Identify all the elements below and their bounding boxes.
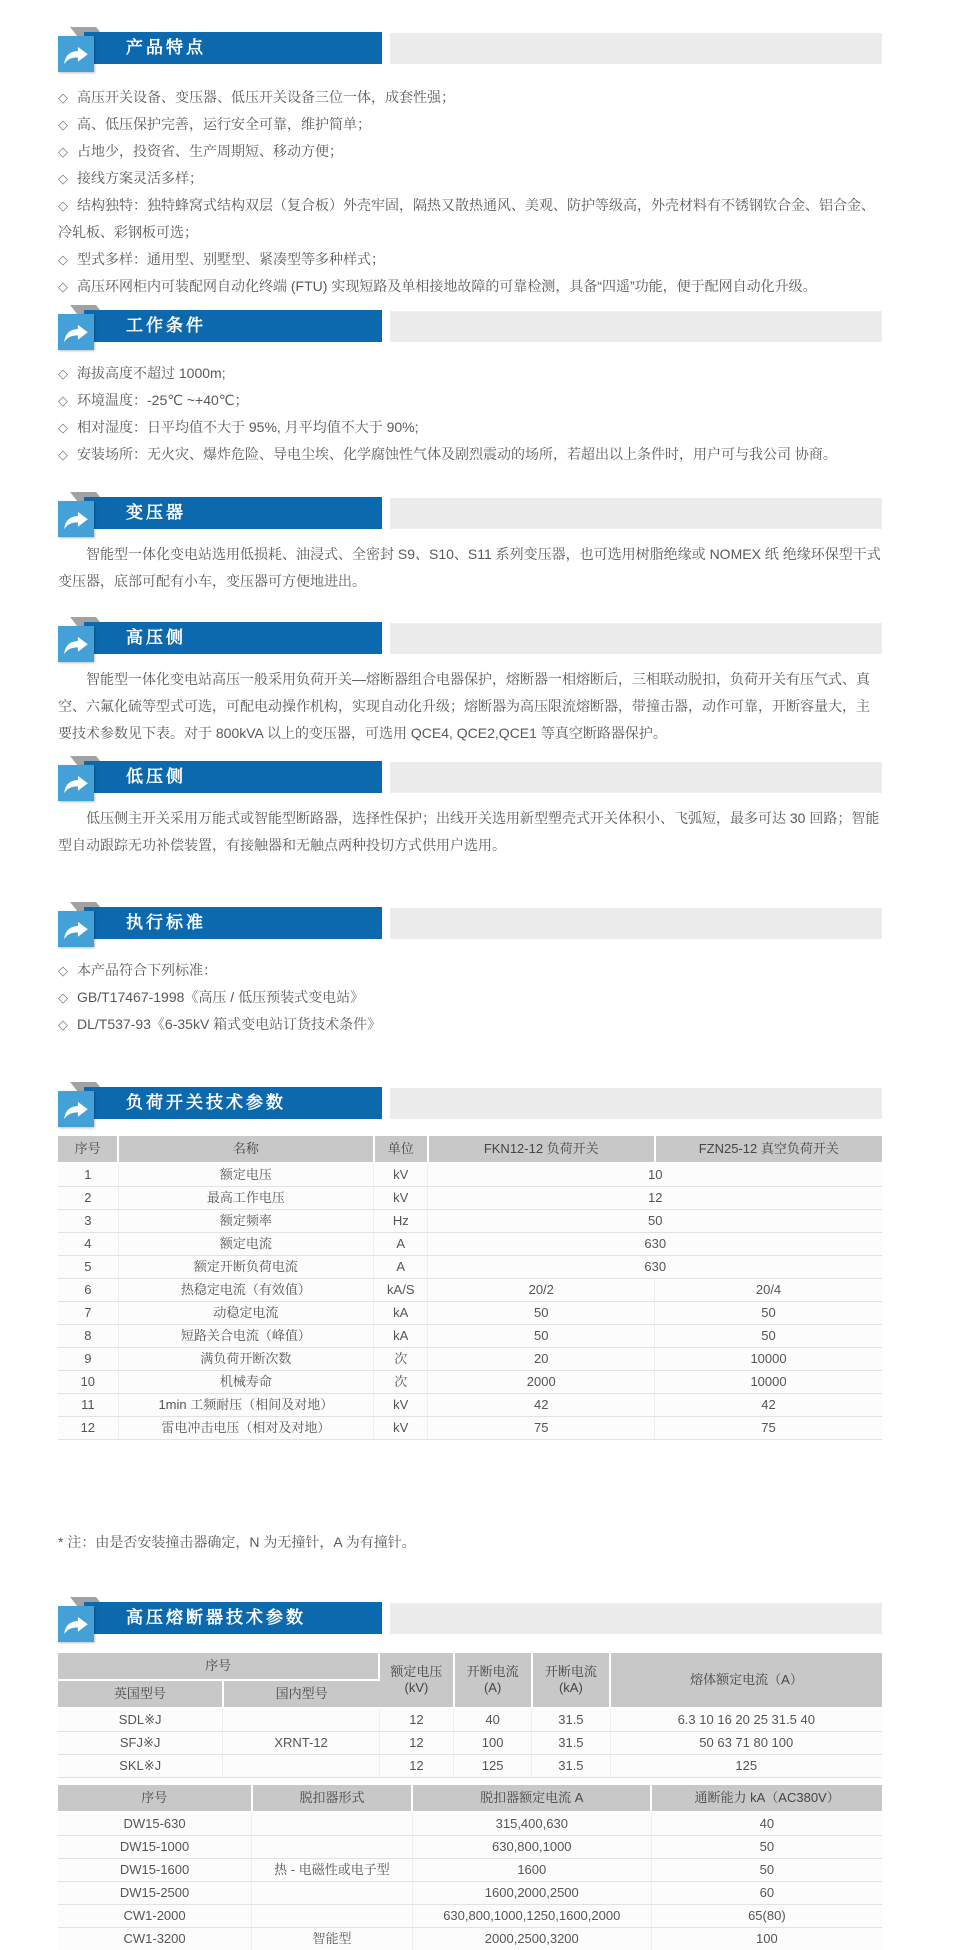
table-header-row — [58, 1136, 882, 1163]
bullet-item — [58, 984, 882, 1011]
table-cell: 42 — [428, 1394, 655, 1417]
bullet-text: 相对湿度：日平均值不大于 95%, 月平均值不大于 90%; — [77, 419, 419, 435]
share-arrow-icon — [58, 501, 94, 537]
table-cell: 10000 — [655, 1348, 882, 1371]
table-cell: 12 — [58, 1417, 118, 1440]
table-cell: XRNT-12 — [223, 1732, 380, 1755]
section-header-gray-bar — [390, 623, 882, 654]
share-arrow-icon — [58, 314, 94, 350]
column-header: 开断电流 (kA) — [532, 1653, 610, 1708]
table-cell: 630 — [428, 1233, 882, 1256]
table-cell: 630,800,1000 — [412, 1836, 651, 1859]
bullet-item — [58, 1011, 882, 1038]
table-cell: 智能型 — [252, 1928, 413, 1950]
table-row — [58, 1812, 882, 1836]
table-row — [58, 1371, 882, 1394]
section-title: 执行标准 — [126, 913, 206, 932]
table-cell: kV — [374, 1163, 428, 1187]
section-header-gray-bar — [390, 1603, 882, 1634]
table-cell: DW15-1000 — [58, 1836, 252, 1859]
table-row — [58, 1187, 882, 1210]
table-cell: 1min 工频耐压（相间及对地） — [118, 1394, 373, 1417]
section-title-bar — [84, 907, 382, 939]
bullet-item — [58, 138, 882, 165]
table-row — [58, 1163, 882, 1187]
section-title-bar — [84, 761, 382, 793]
column-header: 国内型号 — [223, 1680, 380, 1708]
share-arrow-icon — [58, 911, 94, 947]
section-header-gray-bar — [390, 498, 882, 529]
table-row — [58, 1859, 882, 1882]
table-cell: 额定电流 — [118, 1233, 373, 1256]
table-cell: 7 — [58, 1302, 118, 1325]
bullet-item — [58, 360, 882, 387]
table-row — [58, 1279, 882, 1302]
bullet-item — [58, 414, 882, 441]
column-header: 英国型号 — [58, 1680, 223, 1708]
table-cell: 100 — [651, 1928, 882, 1950]
table-row — [58, 1708, 882, 1732]
table-cell — [252, 1836, 413, 1859]
table-cell: 10 — [58, 1371, 118, 1394]
table-cell: 125 — [610, 1755, 882, 1778]
table-cell: DW15-1600 — [58, 1859, 252, 1882]
diamond-bullet-icon: ◇ — [58, 90, 68, 105]
diamond-bullet-icon: ◇ — [58, 144, 68, 159]
table-cell: 额定开断负荷电流 — [118, 1256, 373, 1279]
table-cell: 125 — [454, 1755, 532, 1778]
column-header: FZN25-12 真空负荷开关 — [655, 1136, 882, 1163]
table-cell: kV — [374, 1394, 428, 1417]
column-header: 开断电流 (A) — [454, 1653, 532, 1708]
diamond-bullet-icon: ◇ — [58, 447, 68, 462]
table-cell: 50 63 71 80 100 — [610, 1732, 882, 1755]
bullet-item — [58, 957, 882, 984]
column-header: 序号 — [58, 1136, 118, 1163]
table-cell: 雷电冲击电压（相对及对地） — [118, 1417, 373, 1440]
table-cell: 60 — [651, 1882, 882, 1905]
bullet-text: 本产品符合下列标准： — [77, 962, 217, 978]
diamond-bullet-icon: ◇ — [58, 990, 68, 1005]
table-cell: 12 — [379, 1755, 453, 1778]
table-cell: 9 — [58, 1348, 118, 1371]
lv-breaker-table — [58, 1785, 882, 1950]
table-cell: 热 - 电磁性或电子型 — [252, 1859, 413, 1882]
hv-side-paragraph: 智能型一体化变电站高压一般采用负荷开关—熔断器组合电器保护，熔断器一相熔断后，三相联动脱扣，负荷开关有压气式、真空、六氟化硫等型式可选，可配电动操作机构，实现自动化升级；熔断器为高压限流熔断器，带撞击器，动作可靠，开断容量大，主要技术参数见下表。对于 800kVA 以上的变压器，可选用 QCE4, QCE2,QCE1 等真空断路器保护。 — [58, 671, 870, 741]
table-row — [58, 1394, 882, 1417]
bullet-item — [58, 111, 882, 138]
section-title-bar — [84, 1602, 382, 1634]
column-header: 熔体额定电流（A） — [610, 1653, 882, 1708]
diamond-bullet-icon: ◇ — [58, 366, 68, 381]
table-row — [58, 1233, 882, 1256]
table-cell: kV — [374, 1417, 428, 1440]
bullet-item — [58, 246, 882, 273]
table-cell: 11 — [58, 1394, 118, 1417]
bullet-item — [58, 273, 882, 300]
table-header-row — [58, 1785, 882, 1812]
table-cell: 42 — [655, 1394, 882, 1417]
table-cell: 5 — [58, 1256, 118, 1279]
column-header: 单位 — [374, 1136, 428, 1163]
column-header: 通断能力 kA（AC380V） — [651, 1785, 882, 1812]
table-cell: 630,800,1000,1250,1600,2000 — [412, 1905, 651, 1928]
table-row — [58, 1732, 882, 1755]
section-title-bar — [84, 310, 382, 342]
bullet-text: 海拔高度不超过 1000m; — [77, 365, 226, 381]
load-switch-table — [58, 1136, 882, 1440]
table-cell: 75 — [428, 1417, 655, 1440]
share-arrow-icon — [58, 1091, 94, 1127]
table-row — [58, 1905, 882, 1928]
table-cell — [252, 1905, 413, 1928]
bullet-item — [58, 441, 882, 468]
table-cell: 100 — [454, 1732, 532, 1755]
table-cell: kA — [374, 1325, 428, 1348]
hv-fuse-table — [58, 1653, 882, 1778]
table-cell: CW1-2000 — [58, 1905, 252, 1928]
table-cell: 4 — [58, 1233, 118, 1256]
table-cell: 20 — [428, 1348, 655, 1371]
section-header-transformer — [58, 497, 882, 533]
bullet-item — [58, 84, 882, 111]
table-cell: SFJ※J — [58, 1732, 223, 1755]
table-cell: 50 — [651, 1859, 882, 1882]
share-arrow-icon — [58, 1606, 94, 1642]
table-row — [58, 1417, 882, 1440]
bullet-text: 高压环网柜内可装配网自动化终端 (FTU) 实现短路及单相接地故障的可靠检测，具备“四遥”功能，便于配网自动化升级。 — [77, 278, 817, 294]
table-row — [58, 1348, 882, 1371]
table-cell: 机械寿命 — [118, 1371, 373, 1394]
table-cell: 12 — [379, 1708, 453, 1732]
bullet-text: 高、低压保护完善，运行安全可靠，维护简单； — [77, 116, 371, 132]
section-title-bar — [84, 32, 382, 64]
section-header-gray-bar — [390, 1088, 882, 1119]
bullet-text: 安装场所：无火灾、爆炸危险、导电尘埃、化学腐蚀性气体及剧烈震动的场所，若超出以上条件时，用户可与我公司 协商。 — [77, 446, 837, 462]
transformer-paragraph: 智能型一体化变电站选用低损耗、油浸式、全密封 S9、S10、S11 系列变压器，也可选用树脂绝缘或 NOMEX 纸 绝缘环保型干式变压器，底部可配有小车，变压器可方便地进出。 — [58, 546, 881, 589]
diamond-bullet-icon: ◇ — [58, 198, 68, 213]
table-cell: 热稳定电流（有效值） — [118, 1279, 373, 1302]
section-header-standards — [58, 907, 882, 943]
bullet-text: GB/T17467-1998《高压 / 低压预装式变电站》 — [77, 989, 365, 1005]
table-cell: 6 — [58, 1279, 118, 1302]
table-cell: 40 — [651, 1812, 882, 1836]
table-cell: 12 — [428, 1187, 882, 1210]
standards-list — [58, 957, 882, 1038]
section-title-bar — [84, 497, 382, 529]
section-header-gray-bar — [390, 762, 882, 793]
table-cell: A — [374, 1233, 428, 1256]
section-title: 负荷开关技术参数 — [126, 1093, 286, 1112]
table-cell: 2000 — [428, 1371, 655, 1394]
section-title: 高压熔断器技术参数 — [126, 1608, 306, 1627]
section-header-gray-bar — [390, 311, 882, 342]
table-cell: 2000,2500,3200 — [412, 1928, 651, 1950]
bullet-item — [58, 387, 882, 414]
share-arrow-icon — [58, 36, 94, 72]
table-cell: 10000 — [655, 1371, 882, 1394]
table-cell: 次 — [374, 1371, 428, 1394]
table-cell: DW15-2500 — [58, 1882, 252, 1905]
feature-list — [58, 84, 882, 300]
table-cell — [223, 1755, 380, 1778]
column-header: FKN12-12 负荷开关 — [428, 1136, 655, 1163]
diamond-bullet-icon: ◇ — [58, 171, 68, 186]
table-cell: 20/4 — [655, 1279, 882, 1302]
table-cell: 次 — [374, 1348, 428, 1371]
diamond-bullet-icon: ◇ — [58, 279, 68, 294]
section-header-hv-side — [58, 622, 882, 658]
section-title: 低压侧 — [126, 767, 186, 786]
section-title: 变压器 — [126, 503, 186, 522]
table-header-row — [58, 1653, 882, 1680]
table-cell: 40 — [454, 1708, 532, 1732]
table-cell: 8 — [58, 1325, 118, 1348]
diamond-bullet-icon: ◇ — [58, 393, 68, 408]
table-cell: 额定电压 — [118, 1163, 373, 1187]
section-header-lv-side — [58, 761, 882, 797]
section-title: 高压侧 — [126, 628, 186, 647]
table-cell: Hz — [374, 1210, 428, 1233]
column-header: 额定电压 (kV) — [379, 1653, 453, 1708]
table-cell: kA/S — [374, 1279, 428, 1302]
table-cell: SKL※J — [58, 1755, 223, 1778]
table-row — [58, 1256, 882, 1279]
section-title-bar — [84, 622, 382, 654]
bullet-text: 接线方案灵活多样； — [77, 170, 203, 186]
diamond-bullet-icon: ◇ — [58, 1017, 68, 1032]
share-arrow-icon — [58, 626, 94, 662]
section-title-bar — [84, 1087, 382, 1119]
table-cell: 1 — [58, 1163, 118, 1187]
table-cell: SDL※J — [58, 1708, 223, 1732]
table-cell: kA — [374, 1302, 428, 1325]
table-cell: 50 — [655, 1302, 882, 1325]
bullet-text: 环境温度：-25℃ ~+40℃； — [77, 392, 249, 408]
table-cell — [252, 1882, 413, 1905]
table-row — [58, 1302, 882, 1325]
table-cell: 31.5 — [532, 1708, 610, 1732]
diamond-bullet-icon: ◇ — [58, 420, 68, 435]
table-cell: 2 — [58, 1187, 118, 1210]
table-cell: 6.3 10 16 20 25 31.5 40 — [610, 1708, 882, 1732]
diamond-bullet-icon: ◇ — [58, 117, 68, 132]
section-header-hv-fuse-params — [58, 1602, 882, 1638]
table-cell: 50 — [651, 1836, 882, 1859]
table-cell: 最高工作电压 — [118, 1187, 373, 1210]
bullet-text: 高压开关设备、变压器、低压开关设备三位一体，成套性强； — [77, 89, 455, 105]
diamond-bullet-icon: ◇ — [58, 252, 68, 267]
bullet-text: DL/T537-93《6-35kV 箱式变电站订货技术条件》 — [77, 1016, 382, 1032]
column-header: 脱扣器形式 — [252, 1785, 413, 1812]
table-cell: 动稳定电流 — [118, 1302, 373, 1325]
table-footnote: * 注：由是否安装撞击器确定，N 为无撞针，A 为有撞针。 — [58, 1534, 416, 1550]
section-header-load-switch-params — [58, 1087, 882, 1123]
table-row — [58, 1210, 882, 1233]
table-row — [58, 1325, 882, 1348]
section-header-gray-bar — [390, 33, 882, 64]
column-header: 序号 — [58, 1653, 379, 1680]
table-cell: 65(80) — [651, 1905, 882, 1928]
table-cell: 31.5 — [532, 1755, 610, 1778]
table-cell: 315,400,630 — [412, 1812, 651, 1836]
section-title: 工作条件 — [126, 316, 206, 335]
bullet-text: 型式多样：通用型、别墅型、紧凑型等多种样式； — [77, 251, 385, 267]
table-cell: 75 — [655, 1417, 882, 1440]
share-arrow-icon — [58, 765, 94, 801]
table-cell: 3 — [58, 1210, 118, 1233]
table-cell: 31.5 — [532, 1732, 610, 1755]
table-cell: A — [374, 1256, 428, 1279]
lv-side-paragraph: 低压侧主开关采用万能式或智能型断路器，选择性保护；出线开关选用新型塑壳式开关体积小、飞弧短，最多可达 30 回路；智能型自动跟踪无功补偿装置，有接触器和无触点两种投切方式供用户选用。 — [58, 810, 880, 853]
bullet-item — [58, 192, 882, 246]
table-cell: CW1-3200 — [58, 1928, 252, 1950]
table-cell: 50 — [428, 1325, 655, 1348]
table-cell: 1600 — [412, 1859, 651, 1882]
table-cell: 短路关合电流（峰值） — [118, 1325, 373, 1348]
bullet-text: 结构独特：独特蜂窝式结构双层（复合板）外壳牢固，隔热又散热通风、美观、防护等级高，外壳材料有不锈钢钦合金、铝合金、冷轧板、彩钢板可选； — [58, 197, 875, 240]
bullet-text: 占地少，投资省、生产周期短、移动方便； — [77, 143, 343, 159]
section-header-features — [58, 32, 882, 68]
table-cell — [252, 1812, 413, 1836]
table-row — [58, 1882, 882, 1905]
table-cell: 50 — [428, 1210, 882, 1233]
column-header: 脱扣器额定电流 A — [412, 1785, 651, 1812]
table-cell: 满负荷开断次数 — [118, 1348, 373, 1371]
diamond-bullet-icon: ◇ — [58, 963, 68, 978]
table-cell: 10 — [428, 1163, 882, 1187]
table-cell: 630 — [428, 1256, 882, 1279]
table-cell: DW15-630 — [58, 1812, 252, 1836]
table-row — [58, 1836, 882, 1859]
table-cell: 20/2 — [428, 1279, 655, 1302]
table-cell: 额定频率 — [118, 1210, 373, 1233]
column-header: 序号 — [58, 1785, 252, 1812]
table-cell: 1600,2000,2500 — [412, 1882, 651, 1905]
section-header-working-conditions — [58, 310, 882, 346]
table-cell: 50 — [655, 1325, 882, 1348]
table-row — [58, 1928, 882, 1950]
table-cell: 12 — [379, 1732, 453, 1755]
table-cell: kV — [374, 1187, 428, 1210]
bullet-item — [58, 165, 882, 192]
table-row — [58, 1755, 882, 1778]
section-title: 产品特点 — [126, 38, 206, 57]
table-cell — [223, 1708, 380, 1732]
table-cell: 50 — [428, 1302, 655, 1325]
section-header-gray-bar — [390, 908, 882, 939]
working-conditions-list — [58, 360, 882, 468]
column-header: 名称 — [118, 1136, 373, 1163]
